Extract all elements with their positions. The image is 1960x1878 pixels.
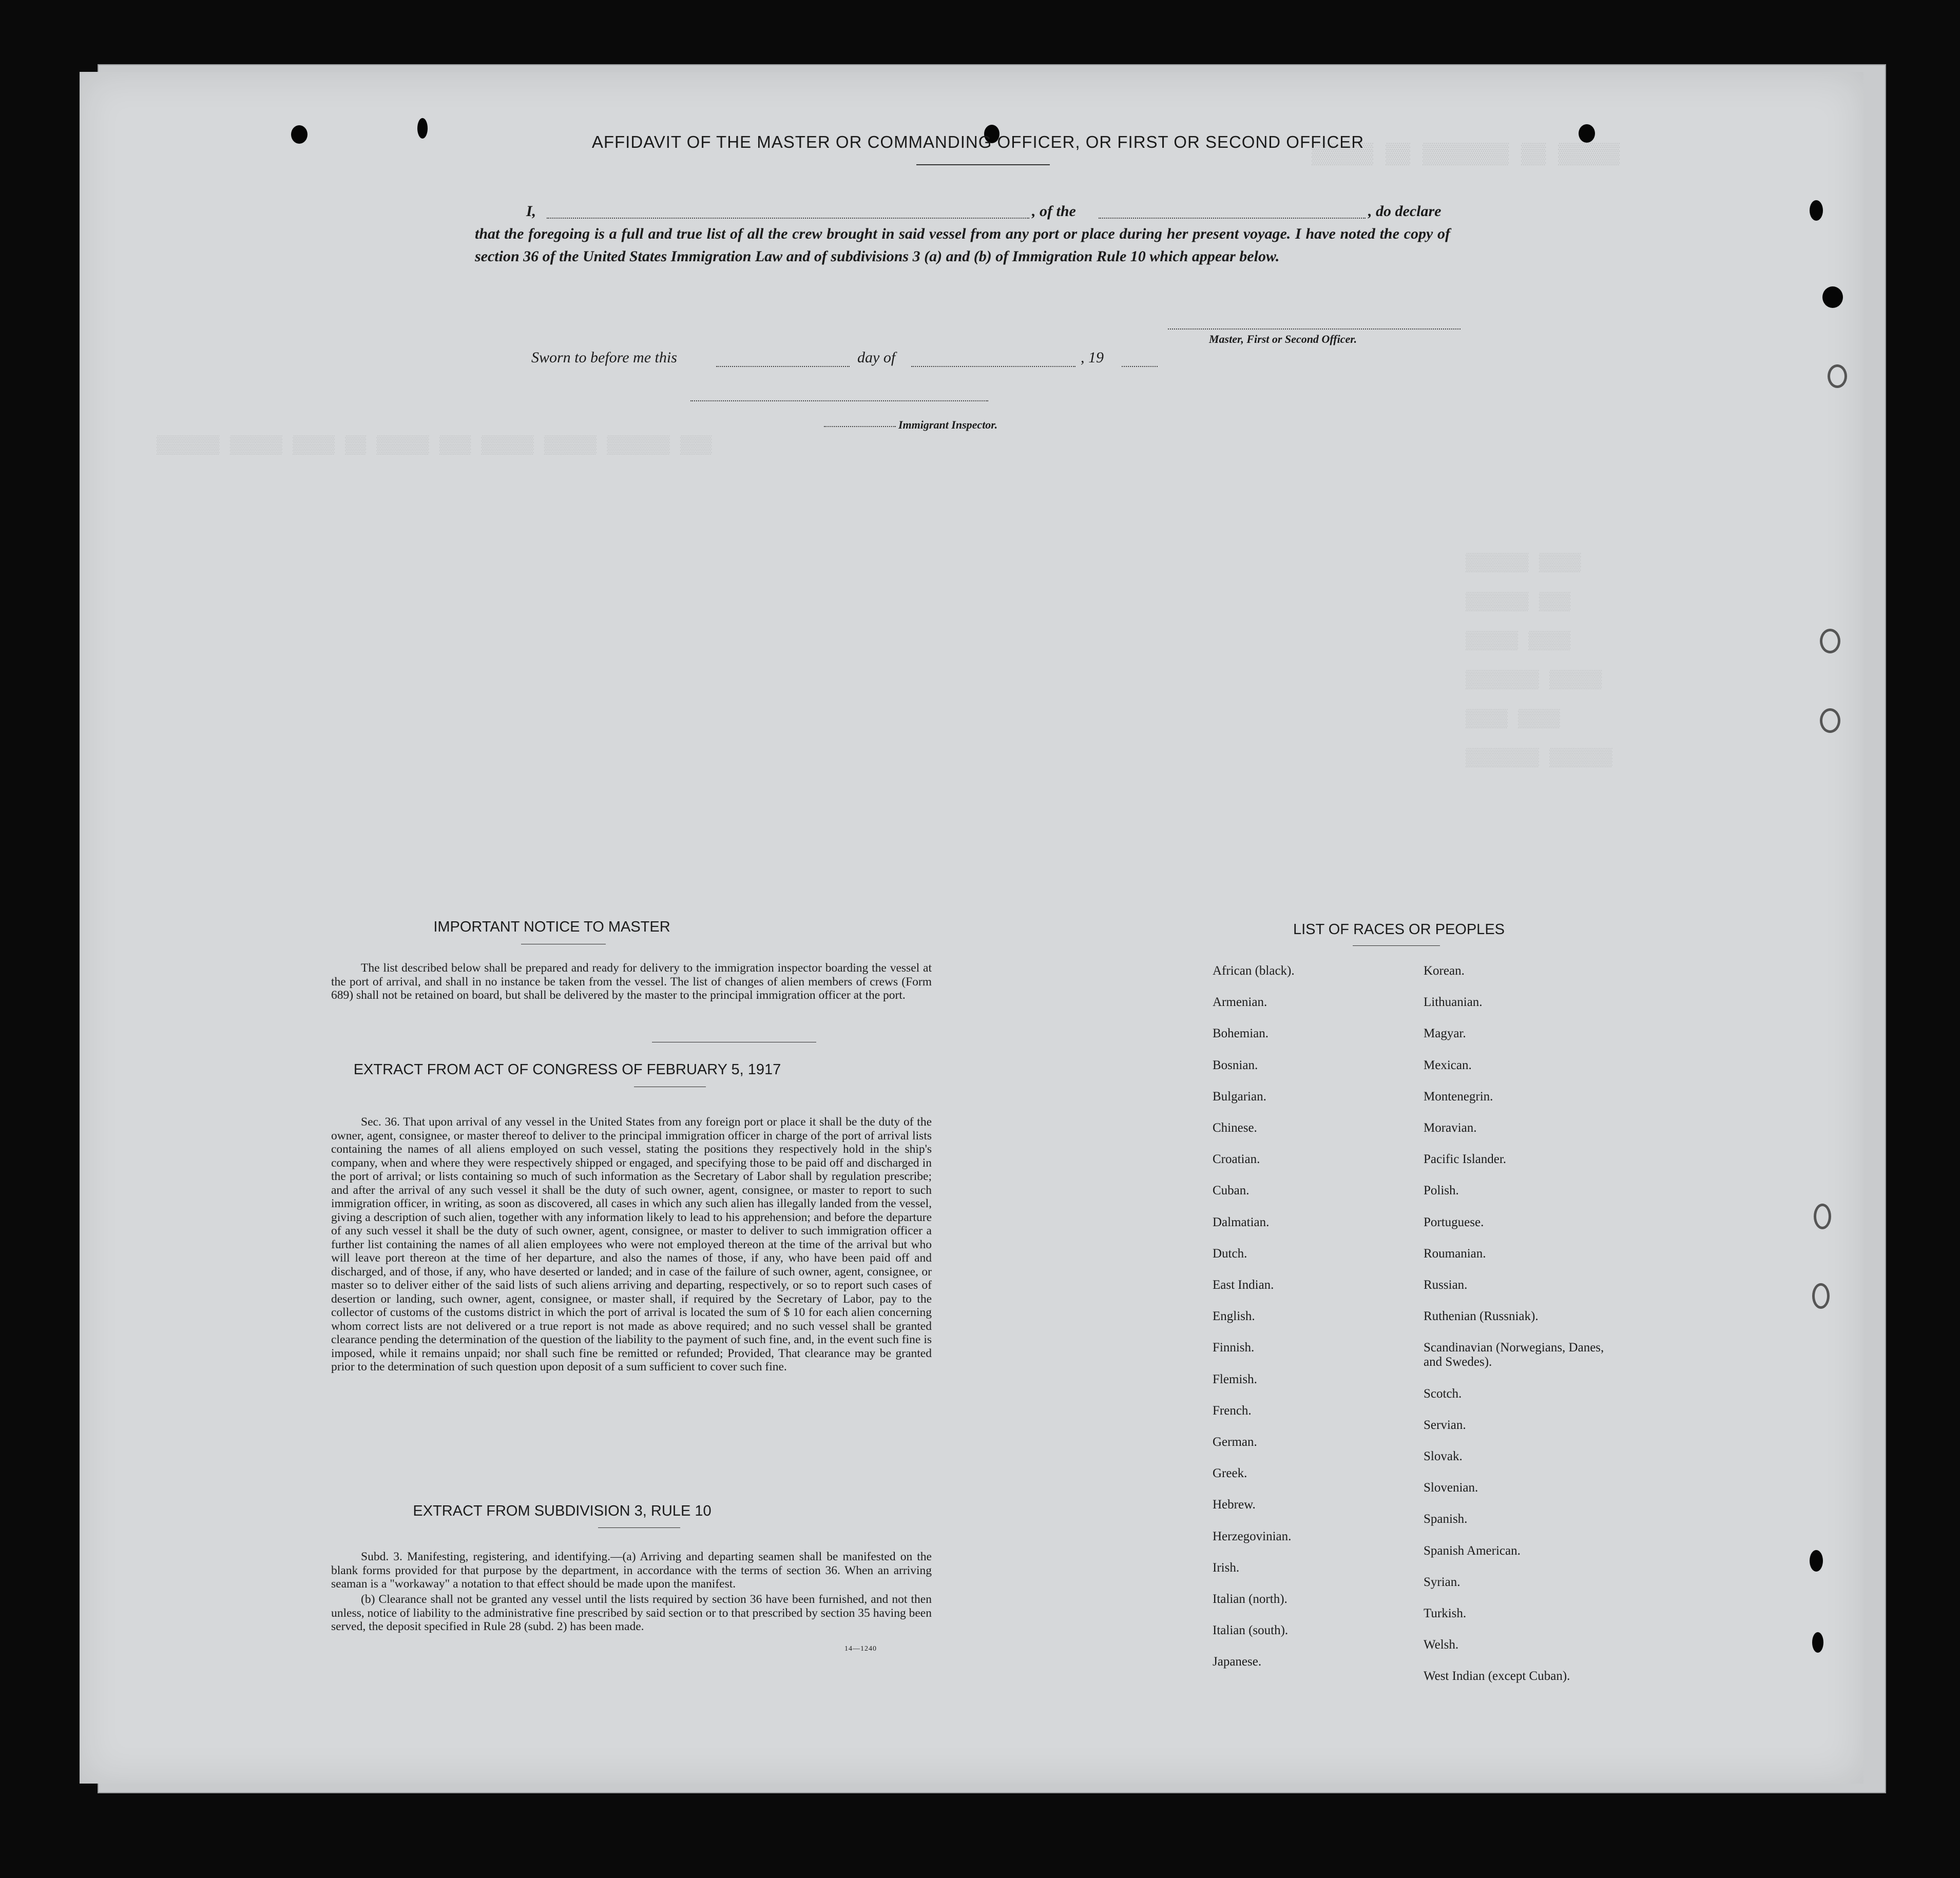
punch-hole	[1810, 200, 1823, 221]
affidavit-title: AFFIDAVIT OF THE MASTER OR COMMANDING OFFICER, OR FIRST OR SECOND OFFICER	[591, 132, 1365, 151]
master-signature-label: Master, First or Second Officer.	[1209, 333, 1357, 345]
rule-extract-subdivision-b: (b) Clearance shall not be granted any vessel until the lists required by section 36 have been furnished, and not then unless, notice of liability to the administrative fine prescribed by said section or to that prescribed by section 35 having been served, the deposit specified in Rule 28 (subd. 2) has been made.	[331, 1593, 932, 1633]
affidavit-first-line	[475, 200, 1461, 223]
race-item: Flemish.	[1213, 1372, 1257, 1386]
race-item: Italian (north).	[1213, 1592, 1288, 1606]
races-underline	[1353, 945, 1440, 946]
title-underline	[916, 164, 1050, 165]
document-page	[80, 72, 1863, 1784]
act-extract-title: EXTRACT FROM ACT OF CONGRESS OF FEBRUARY 5, 1917	[353, 1061, 781, 1078]
race-item: Mexican.	[1424, 1058, 1472, 1072]
race-item: Dalmatian.	[1213, 1215, 1270, 1229]
sworn-year-blank	[1122, 366, 1158, 367]
race-item: Dutch.	[1213, 1246, 1247, 1261]
affidavit-body: that the foregoing is a full and true list of all the crew brought in said vessel from any port or place during her present voyage. I have noted the copy of section 36 of the United States Immigration Law and of subdivisions 3 (a) and (b) of Immigration Rule 10 which appear below.	[475, 225, 1450, 265]
race-item: Welsh.	[1424, 1638, 1459, 1652]
race-item: African (black).	[1213, 964, 1295, 978]
race-item: French.	[1213, 1403, 1252, 1418]
race-item: Scandinavian (Norwegians, Danes, and Swedes).	[1424, 1341, 1604, 1369]
rule-extract-title: EXTRACT FROM SUBDIVISION 3, RULE 10	[413, 1503, 712, 1519]
race-item: Bohemian.	[1213, 1027, 1269, 1041]
ring-hole	[1820, 708, 1840, 733]
punch-hole	[1810, 1550, 1823, 1572]
sworn-prefix: Sworn to before me this	[531, 349, 677, 366]
name-blank	[547, 218, 1029, 219]
race-item: Polish.	[1424, 1184, 1459, 1198]
race-item: Roumanian.	[1424, 1246, 1486, 1261]
race-item: Ruthenian (Russniak).	[1424, 1309, 1539, 1324]
punch-hole	[417, 118, 428, 139]
punch-hole	[1579, 124, 1595, 143]
master-signature-line	[1168, 328, 1461, 330]
sworn-day-of: day of	[857, 349, 896, 366]
race-item: Spanish.	[1424, 1512, 1468, 1526]
rule-extract-underline	[598, 1527, 680, 1528]
affidavit-of-the: , of the	[1032, 203, 1076, 220]
sworn-date-blank	[716, 366, 850, 367]
ring-hole	[1828, 364, 1847, 388]
race-item: Montenegrin.	[1424, 1089, 1493, 1103]
race-item: Cuban.	[1213, 1184, 1250, 1198]
race-item: Slovenian.	[1424, 1481, 1478, 1495]
act-extract-body: Sec. 36. That upon arrival of any vessel in the United States from any foreign port or place it shall be the duty of the owner, agent, consignee, or master thereof to deliver to the principal immigration officer in charge of the port of arrival lists containing the names of all aliens employed on such vessel, stating the positions they respectively hold in the ship's company, when and where they were respectively shipped or engaged, and specifying those to be paid off and discharged in the port of arrival; or lists containing so much of such information as the Secretary of Labor shall by regulation prescribe; and after the arrival of any such vessel it shall be the duty of such owner, agent, consignee, or master to report to such immigration officer, in writing, as soon as discovered, all cases in which any such alien has illegally landed from the vessel, giving a description of such alien, together with any information likely to lead to his apprehension; and before the departure of any such vessel it shall be the duty of such owner, agent, consignee, or master to deliver to such immigration officer a further list containing the names of all alien employees who were not employed thereon at the time of the arrival but who will leave port thereon at the time of her departure, and also the names of those, if any, who have been paid off and discharged, and of those, if any, who have deserted or landed; and in case of the failure of such owner, agent, consignee, or master so to deliver either of the said lists of such aliens arriving and departing, respectively, or so to report such cases of desertion or landing, such owner, agent, consignee, or master shall, if required by the Secretary of Labor, pay to the collector of customs of the customs district in which the port of arrival is located the sum of $ 10 for each alien concerning whom correct lists are not delivered or a true report is not made as above required; and no such vessel shall be granted clearance pending the determination of the question of the liability to the payment of such fine, and, in the event such fine is imposed, while it remains unpaid; nor shall such fine be remitted or refunded; Provided, That clearance may be granted prior to the determination of such question upon deposit of a sum sufficient to cover such fine.	[331, 1115, 932, 1373]
race-item: Servian.	[1424, 1418, 1466, 1432]
bleed-through-text: ▒▒▒▒▒▒ ▒▒▒▒ ▒▒▒▒▒▒ ▒▒▒ ▒▒▒▒▒ ▒▒▒▒ ▒▒▒▒▒▒▒ ▒▒▒▒▒ ▒▒▒▒ ▒▒▒▒ ▒▒▒▒▒▒▒ ▒▒▒▒▒▒	[1466, 554, 1612, 768]
race-item: Moravian.	[1424, 1121, 1477, 1135]
race-item: Syrian.	[1424, 1575, 1461, 1589]
sworn-month-blank	[911, 366, 1075, 367]
affidavit-i: I,	[526, 203, 536, 220]
punch-hole	[1822, 286, 1843, 308]
ring-hole	[1812, 1283, 1830, 1309]
rule-extract-subdivision-a: Subd. 3. Manifesting, registering, and identifying.—(a) Arriving and departing seamen shall be manifested on the blank forms provided for that purpose by the department, in accordance with the terms of section 36. When an arriving seaman is a "workaway" a notation to that effect should be made upon the manifest.	[331, 1550, 932, 1591]
race-item: Portuguese.	[1424, 1215, 1484, 1229]
race-item: Magyar.	[1424, 1027, 1466, 1041]
race-item: Spanish American.	[1424, 1543, 1521, 1558]
race-item: Bosnian.	[1213, 1058, 1258, 1072]
inspector-label: Immigrant Inspector.	[898, 418, 998, 431]
race-item: Scotch.	[1424, 1386, 1462, 1401]
race-item: Lithuanian.	[1424, 995, 1483, 1010]
bleed-through-text: ▒▒▒▒▒▒ ▒▒▒▒▒ ▒▒▒▒ ▒▒ ▒▒▒▒▒ ▒▒▒ ▒▒▒▒▒ ▒▒▒▒▒ ▒▒▒▒▒▒ ▒▒▒	[157, 436, 712, 456]
race-item: English.	[1213, 1309, 1255, 1324]
race-item: Finnish.	[1213, 1341, 1255, 1355]
form-number: 14—1240	[844, 1645, 877, 1653]
race-item: Irish.	[1213, 1560, 1240, 1575]
race-item: Japanese.	[1213, 1655, 1262, 1669]
race-item: Greek.	[1213, 1466, 1247, 1481]
vessel-blank	[1099, 218, 1366, 219]
race-item: German.	[1213, 1435, 1257, 1449]
race-item: Slovak.	[1424, 1449, 1463, 1463]
punch-hole	[1812, 1632, 1823, 1653]
race-item: Italian (south).	[1213, 1623, 1289, 1638]
notice-body: The list described below shall be prepared and ready for delivery to the immigration inspector boarding the vessel at the port of arrival, and shall in no instance be taken from the vessel. The list of changes of alien members of crews (Form 689) shall not be retained on board, but shall be delivered by the master to the principal immigration officer at the port.	[331, 961, 932, 1002]
race-item: West Indian (except Cuban).	[1424, 1669, 1570, 1683]
race-item: Hebrew.	[1213, 1498, 1256, 1512]
race-item: Croatian.	[1213, 1152, 1260, 1167]
race-item: Chinese.	[1213, 1121, 1257, 1135]
race-item: Turkish.	[1424, 1606, 1467, 1620]
affidavit-do-declare: , do declare	[1368, 203, 1442, 220]
ring-hole	[1814, 1204, 1831, 1229]
sworn-year: , 19	[1081, 349, 1104, 366]
inspector-signature-line	[690, 400, 988, 401]
race-item: Bulgarian.	[1213, 1089, 1266, 1103]
race-item: Armenian.	[1213, 995, 1267, 1010]
race-item: Russian.	[1424, 1278, 1468, 1292]
ring-hole	[1820, 629, 1840, 653]
race-item: East Indian.	[1213, 1278, 1274, 1292]
race-item: Korean.	[1424, 964, 1465, 978]
race-item: Pacific Islander.	[1424, 1152, 1507, 1167]
inspector-lead-line	[824, 426, 896, 427]
bleed-through-text: ▒▒▒▒▒ ▒▒ ▒▒▒▒▒▒▒ ▒▒ ▒▒▒▒▒	[1312, 144, 1620, 167]
race-item: Herzegovinian.	[1213, 1529, 1292, 1543]
notice-title: IMPORTANT NOTICE TO MASTER	[433, 919, 670, 935]
punch-hole	[291, 125, 308, 144]
races-title: LIST OF RACES OR PEOPLES	[1293, 921, 1505, 938]
